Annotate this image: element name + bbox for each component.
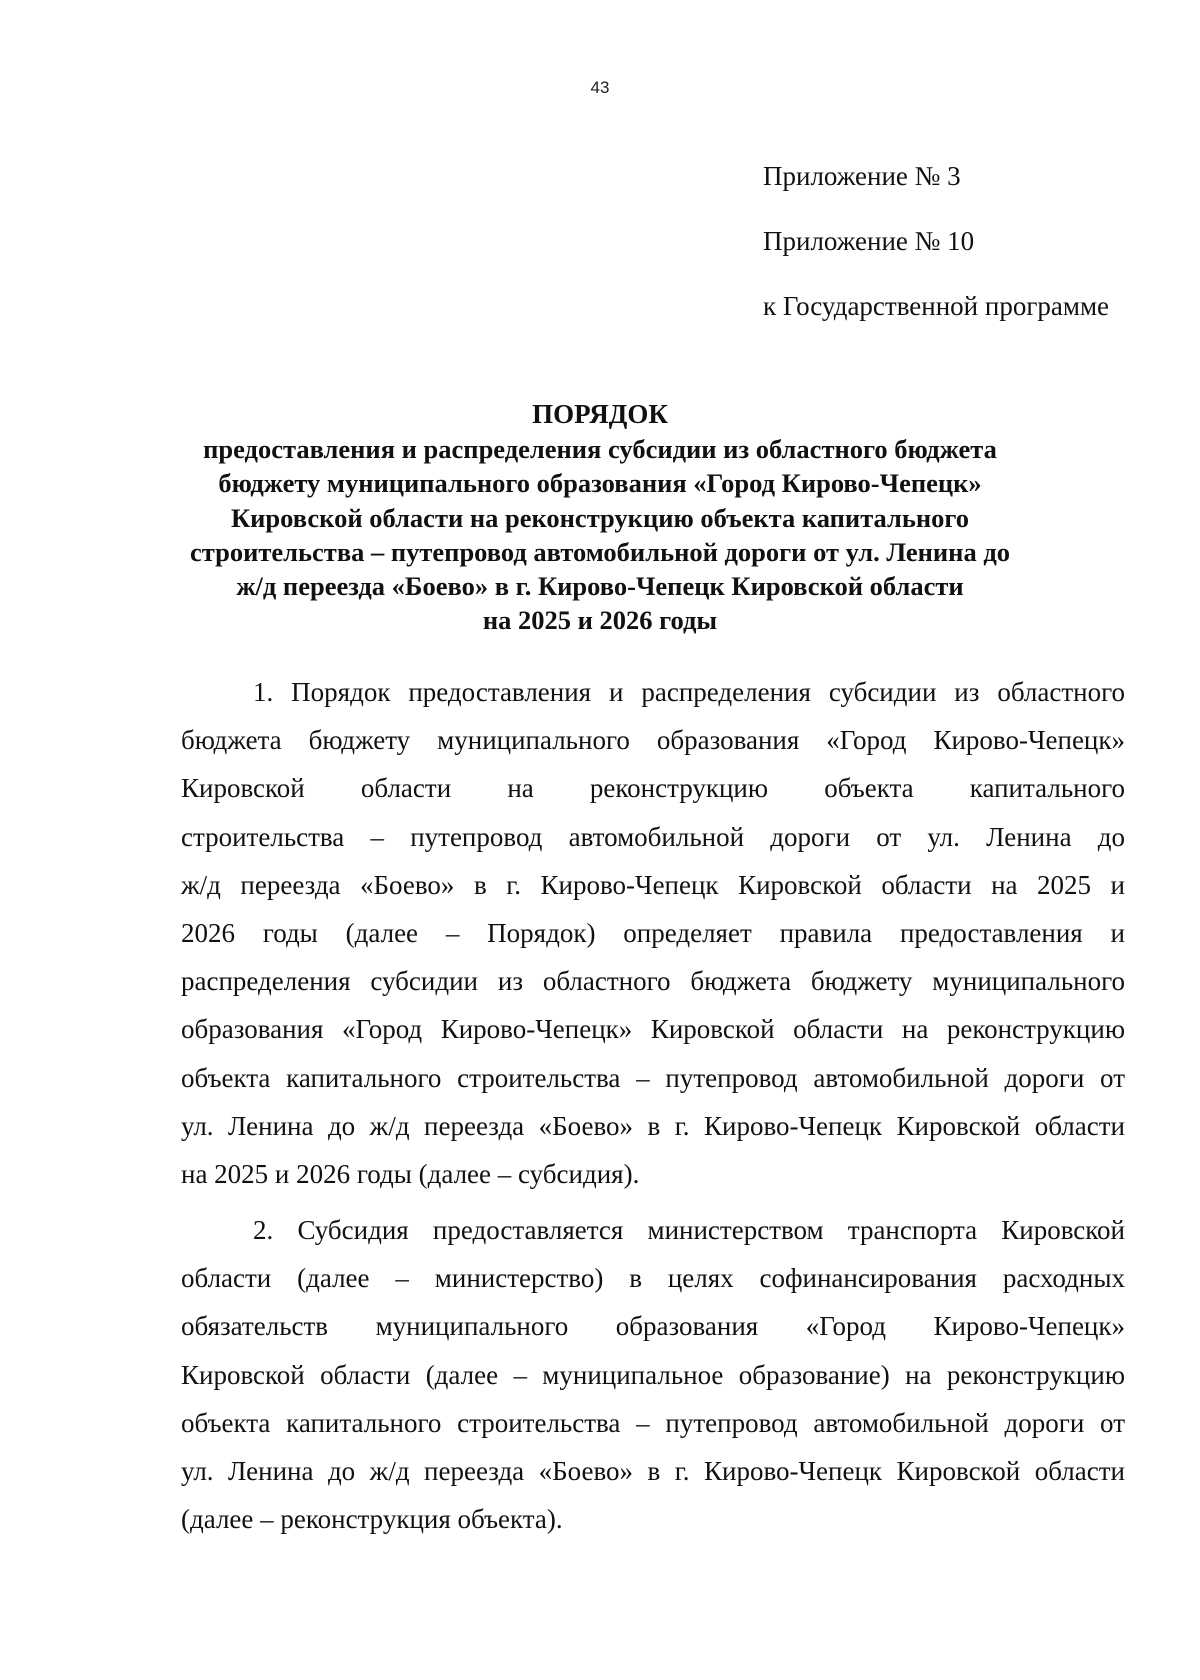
subtitle-line: предоставления и распределения субсидии из областного бюджета — [203, 434, 997, 464]
appendix-line-1: Приложение № 3 — [763, 161, 961, 191]
paragraph-line: 2. Субсидия предоставляется министерством транспорта Кировской — [253, 1215, 1125, 1245]
paragraph-line: обязательств муниципального образования «Город Кирово-Чепецк» — [181, 1311, 1125, 1342]
paragraph-line: (далее – реконструкция объекта). — [181, 1504, 563, 1535]
subtitle-line: на 2025 и 2026 годы — [482, 605, 718, 636]
document-title: ПОРЯДОК — [532, 399, 668, 429]
paragraph-line: Кировской области на реконструкцию объекта капитального — [181, 773, 1125, 804]
paragraph-2 — [181, 1206, 1125, 1543]
subtitle-line: Кировской области на реконструкцию объекта капитального — [230, 502, 970, 533]
paragraph-line: Кировской области (далее – муниципальное образование) на реконструкцию — [181, 1359, 1125, 1390]
paragraph-line: распределения субсидии из областного бюджета бюджету муниципального — [181, 966, 1125, 997]
document-subtitle — [0, 432, 1200, 638]
appendix-line-3: к Государственной программе — [763, 291, 1110, 321]
paragraph-line: на 2025 и 2026 годы (далее – субсидия). — [181, 1159, 640, 1190]
paragraph-line: строительства – путепровод автомобильной дороги от ул. Ленина до — [181, 821, 1125, 852]
appendix-line-2: Приложение № 10 — [763, 226, 975, 256]
paragraph-line: области (далее – министерство) в целях софинансирования расходных — [181, 1263, 1125, 1294]
subtitle-line: ж/д переезда «Боево» в г. Кирово-Чепецк Кировской области — [236, 571, 964, 602]
paragraph-line: 2026 годы (далее – Порядок) определяет правила предоставления и — [181, 918, 1125, 949]
paragraph-line: ж/д переезда «Боево» в г. Кирово-Чепецк Кировской области на 2025 и — [181, 869, 1125, 900]
paragraph-line: ул. Ленина до ж/д переезда «Боево» в г. Кирово-Чепецк Кировской области — [181, 1456, 1125, 1487]
paragraph-line: образования «Город Кирово-Чепецк» Кировской области на реконструкцию — [181, 1014, 1125, 1045]
subtitle-line: бюджету муниципального образования «Город Кирово-Чепецк» — [218, 468, 982, 499]
paragraph-1 — [181, 668, 1125, 1198]
page-number: 43 — [590, 78, 610, 97]
paragraph-line: объекта капитального строительства – путепровод автомобильной дороги от — [181, 1407, 1125, 1438]
subtitle-line: строительства – путепровод автомобильной дороги от ул. Ленина до — [190, 536, 1010, 567]
paragraph-line: 1. Порядок предоставления и распределения субсидии из областного — [253, 677, 1125, 707]
paragraph-line: бюджета бюджету муниципального образования «Город Кирово-Чепецк» — [181, 725, 1125, 756]
paragraph-line: ул. Ленина до ж/д переезда «Боево» в г. Кирово-Чепецк Кировской области — [181, 1110, 1125, 1141]
paragraph-line: объекта капитального строительства – путепровод автомобильной дороги от — [181, 1062, 1125, 1093]
